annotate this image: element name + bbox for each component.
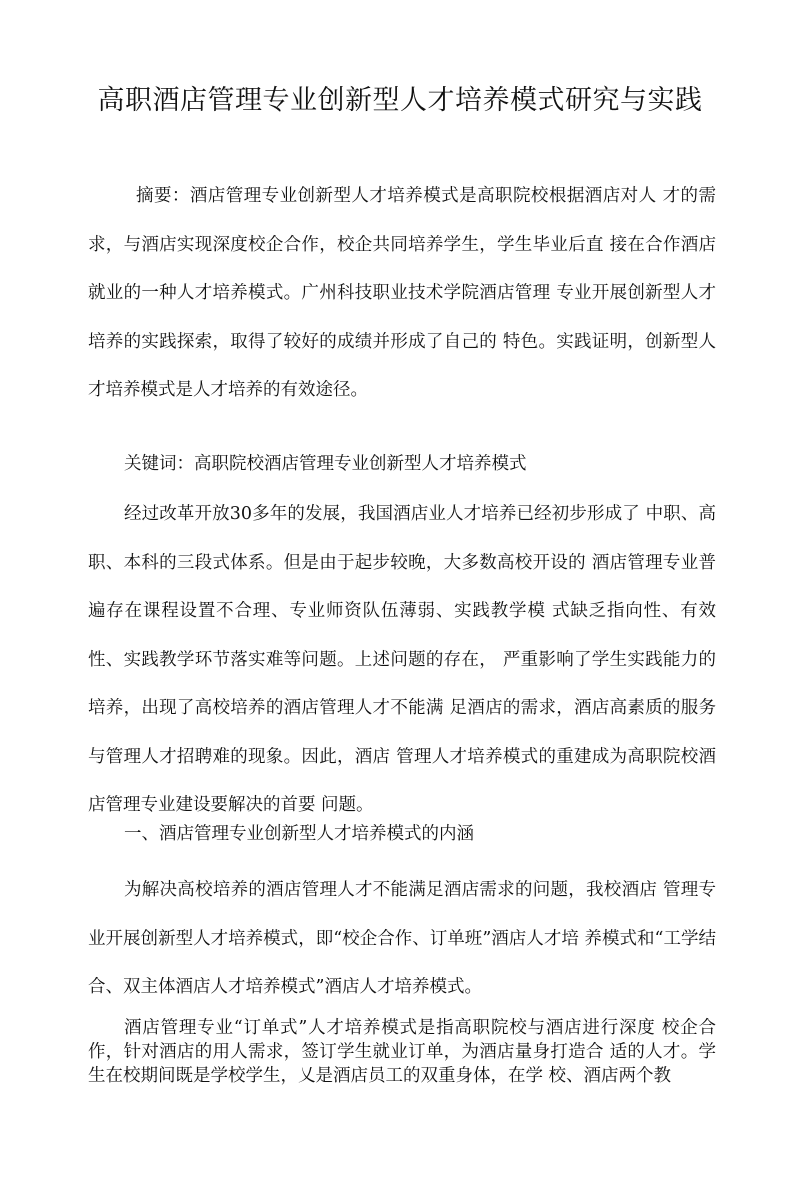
intro-paragraph: 经过改革开放30多年的发展，我国酒店业人才培养已经初步形成了 中职、高职、本科的三段式体系。但是由于起步较晚，大多数高校开设的 酒店管理专业普遍存在课程设置不合理、专业师资队伍薄弱、实践教学模 式缺乏指向性、有效性、实践教学环节落实难等问题。上述问题的存在， 严重影响了学生实践能力的培养，出现了高校培养的酒店管理人才不能满 足酒店的需求，酒店高素质的服务与管理人才招聘难的现象。因此，酒店 管理人才培养模式的重建成为高职院校酒店管理专业建设要解决的首要 问题。: [88, 504, 716, 815]
keywords-text: 高职院校酒店管理专业创新型人才培养模式: [194, 454, 527, 474]
abstract-paragraph: 摘要：酒店管理专业创新型人才培养模式是高职院校根据酒店对人 才的需求，与酒店实现深度校企合作，校企共同培养学生，学生毕业后直 接在合作酒店就业的一种人才培养模式。广州科技职业技术学院酒店管理 专业开展创新型人才培养的实践探索，取得了较好的成绩并形成了自己的 特色。实践证明，创新型人才培养模式是人才培养的有效途径。: [88, 186, 716, 400]
document-title: 高职酒店管理专业创新型人才培养模式研究与实践: [97, 85, 703, 116]
section-paragraph-1: 为解决高校培养的酒店管理人才不能满足酒店需求的问题，我校酒店 管理专业开展创新型人才培养模式，即“校企合作、订单班”酒店人才培 养模式和“工学结合、双主体酒店人才培养模式”酒店人才培养模式。: [88, 880, 716, 997]
section-paragraph-2: 酒店管理专业“订单式”人才培养模式是指高职院校与酒店进行深度 校企合作，针对酒店的用人需求，签订学生就业订单，为酒店量身打造合 适的人才。学生在校期间既是学校学生，乂是酒店员工的双重身体，在学 校、酒店两个教: [88, 1018, 716, 1086]
keywords-line: [88, 446, 716, 482]
keywords-label: 关键词：: [124, 454, 194, 474]
section-heading: 一、酒店管理专业创新型人才培养模式的内涵: [124, 824, 474, 844]
